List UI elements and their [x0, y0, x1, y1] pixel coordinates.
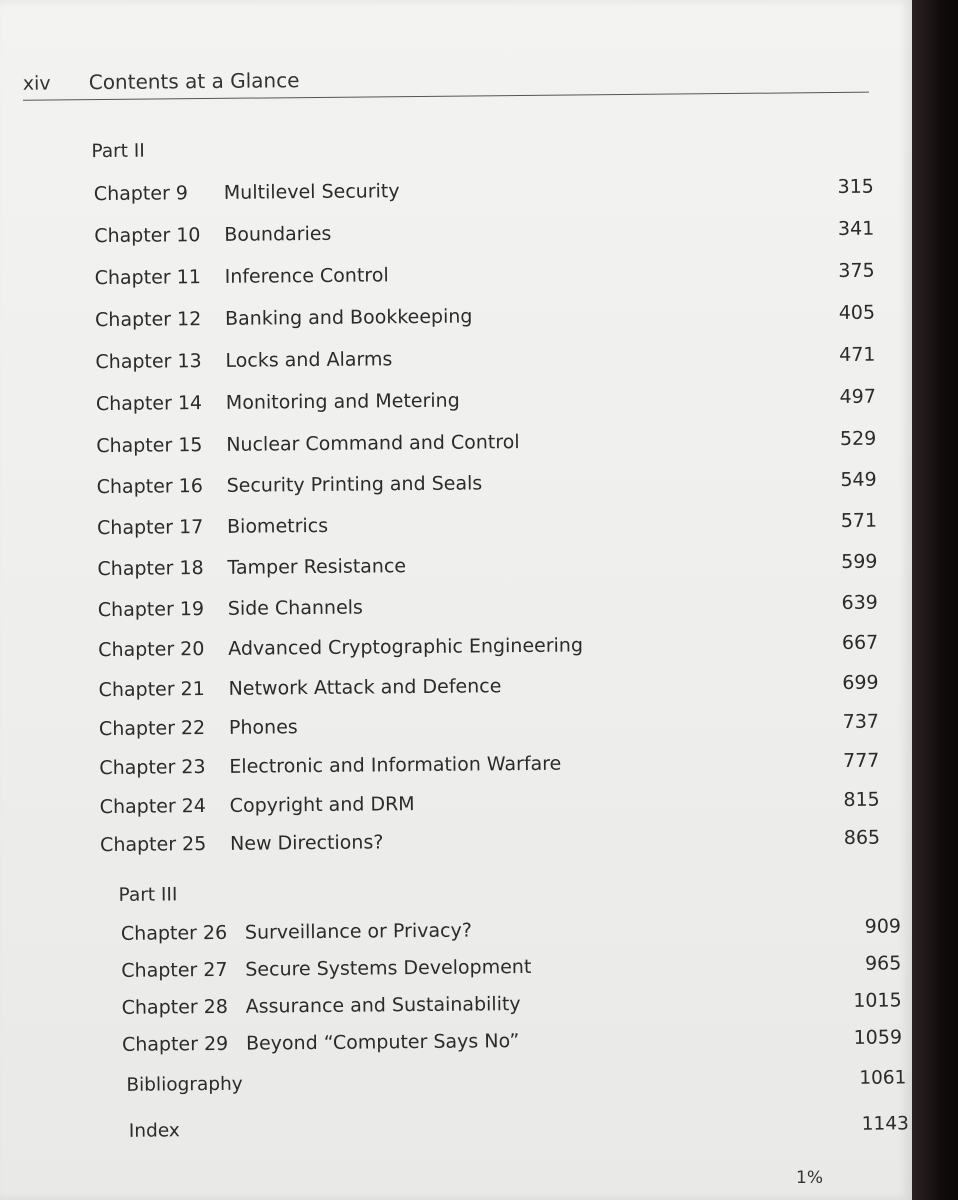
page-title: Contents at a Glance — [88, 68, 300, 95]
chapter-title: Beyond “Computer Says No” — [245, 1030, 520, 1055]
chapter-page: 405 — [838, 301, 876, 324]
toc-row[interactable] — [99, 672, 879, 705]
toc-row[interactable] — [122, 1026, 902, 1059]
chapter-title: Inference Control — [224, 264, 389, 288]
chapter-number: Chapter 28 — [121, 995, 228, 1019]
chapter-page: 965 — [864, 952, 902, 975]
chapter-number: Chapter 21 — [98, 678, 205, 702]
chapter-number: Chapter 14 — [95, 392, 203, 416]
chapter-page: 1015 — [853, 989, 902, 1012]
chapter-page: 529 — [839, 427, 877, 450]
toc-row[interactable] — [97, 551, 877, 584]
chapter-number: Chapter 25 — [100, 833, 207, 857]
toc-row[interactable] — [99, 711, 879, 744]
toc-row[interactable] — [96, 428, 876, 461]
chapter-number: Chapter 13 — [95, 350, 202, 374]
toc-row[interactable] — [100, 789, 880, 822]
chapter-number: Chapter 23 — [99, 756, 206, 780]
device-bezel — [912, 0, 958, 1200]
reading-progress: 1% — [796, 1168, 823, 1188]
header-page-number: xiv — [22, 72, 51, 95]
toc-row[interactable] — [122, 989, 902, 1022]
chapter-number: Chapter 10 — [94, 224, 201, 248]
chapter-number: Chapter 12 — [94, 308, 202, 332]
toc-row[interactable] — [94, 218, 874, 251]
toc-row[interactable] — [94, 176, 874, 209]
chapter-page: 777 — [842, 749, 880, 772]
chapter-title: Locks and Alarms — [225, 348, 393, 372]
chapter-page: 571 — [840, 509, 878, 532]
toc-row[interactable] — [97, 469, 877, 502]
toc-row[interactable] — [96, 386, 876, 419]
toc-row[interactable] — [97, 510, 877, 543]
chapter-number: Chapter 15 — [96, 434, 203, 458]
chapter-title: Multilevel Security — [223, 180, 400, 204]
toc-row[interactable] — [121, 952, 901, 985]
chapter-page: 737 — [842, 710, 880, 733]
chapter-page: 639 — [841, 591, 878, 614]
chapter-title: Secure Systems Development — [245, 955, 532, 981]
chapter-number: Chapter 26 — [120, 921, 228, 945]
chapter-title: Monitoring and Metering — [225, 389, 460, 414]
chapter-number: Chapter 19 — [97, 598, 205, 622]
toc-row[interactable] — [95, 344, 875, 377]
chapter-title: Phones — [228, 716, 298, 739]
chapter-title: Tamper Resistance — [227, 555, 407, 579]
chapter-number: Chapter 17 — [96, 516, 204, 540]
back-matter-title: Bibliography — [126, 1073, 243, 1096]
chapter-page: 815 — [843, 788, 880, 811]
chapter-number: Chapter 29 — [121, 1032, 229, 1056]
chapter-title: Copyright and DRM — [229, 793, 415, 817]
toc-row[interactable] — [95, 302, 875, 335]
chapter-page: 341 — [837, 217, 875, 240]
back-matter-page: 1143 — [861, 1113, 909, 1135]
chapter-page: 599 — [841, 550, 878, 573]
chapter-number: Chapter 18 — [97, 557, 204, 581]
chapter-title: Side Channels — [227, 596, 364, 620]
chapter-page: 375 — [838, 259, 875, 282]
chapter-number: Chapter 9 — [93, 182, 189, 206]
chapter-number: Chapter 24 — [99, 795, 207, 819]
toc-row[interactable] — [95, 260, 875, 293]
chapter-number: Chapter 16 — [96, 475, 203, 499]
chapter-title: Network Attack and Defence — [228, 675, 502, 700]
chapter-number: Chapter 20 — [98, 638, 205, 662]
back-matter-title: Index — [128, 1120, 180, 1142]
toc-row[interactable] — [99, 750, 879, 783]
toc-row[interactable] — [100, 827, 880, 860]
chapter-title: New Directions? — [230, 831, 384, 855]
chapter-title: Assurance and Sustainability — [245, 993, 521, 1018]
chapter-title: Banking and Bookkeeping — [224, 305, 473, 330]
toc-row[interactable] — [98, 632, 878, 665]
chapter-page: 1059 — [853, 1026, 903, 1049]
chapter-page: 315 — [837, 175, 874, 198]
chapter-page: 471 — [839, 343, 876, 366]
chapter-page: 865 — [843, 826, 881, 849]
chapter-page: 699 — [842, 671, 879, 694]
toc-row-index[interactable] — [129, 1113, 909, 1146]
chapter-number: Chapter 11 — [94, 266, 201, 290]
chapter-title: Boundaries — [224, 222, 332, 246]
toc-row[interactable] — [98, 592, 878, 625]
part-heading: Part III — [118, 884, 178, 906]
chapter-title: Security Printing and Seals — [226, 472, 483, 497]
chapter-number: Chapter 27 — [121, 958, 228, 982]
chapter-page: 497 — [839, 385, 876, 408]
chapter-page: 909 — [864, 915, 902, 938]
chapter-title: Biometrics — [226, 514, 329, 538]
chapter-title: Electronic and Information Warfare — [229, 752, 562, 778]
toc-row-bibliography[interactable] — [126, 1067, 906, 1100]
chapter-title: Surveillance or Privacy? — [244, 919, 472, 944]
toc-row[interactable] — [121, 915, 901, 948]
chapter-page: 549 — [840, 468, 877, 491]
chapter-number: Chapter 22 — [98, 717, 206, 741]
chapter-title: Advanced Cryptographic Engineering — [228, 634, 584, 660]
back-matter-page: 1061 — [859, 1067, 907, 1089]
chapter-title: Nuclear Command and Control — [226, 431, 520, 456]
part-heading: Part II — [91, 140, 145, 163]
chapter-page: 667 — [841, 631, 879, 654]
